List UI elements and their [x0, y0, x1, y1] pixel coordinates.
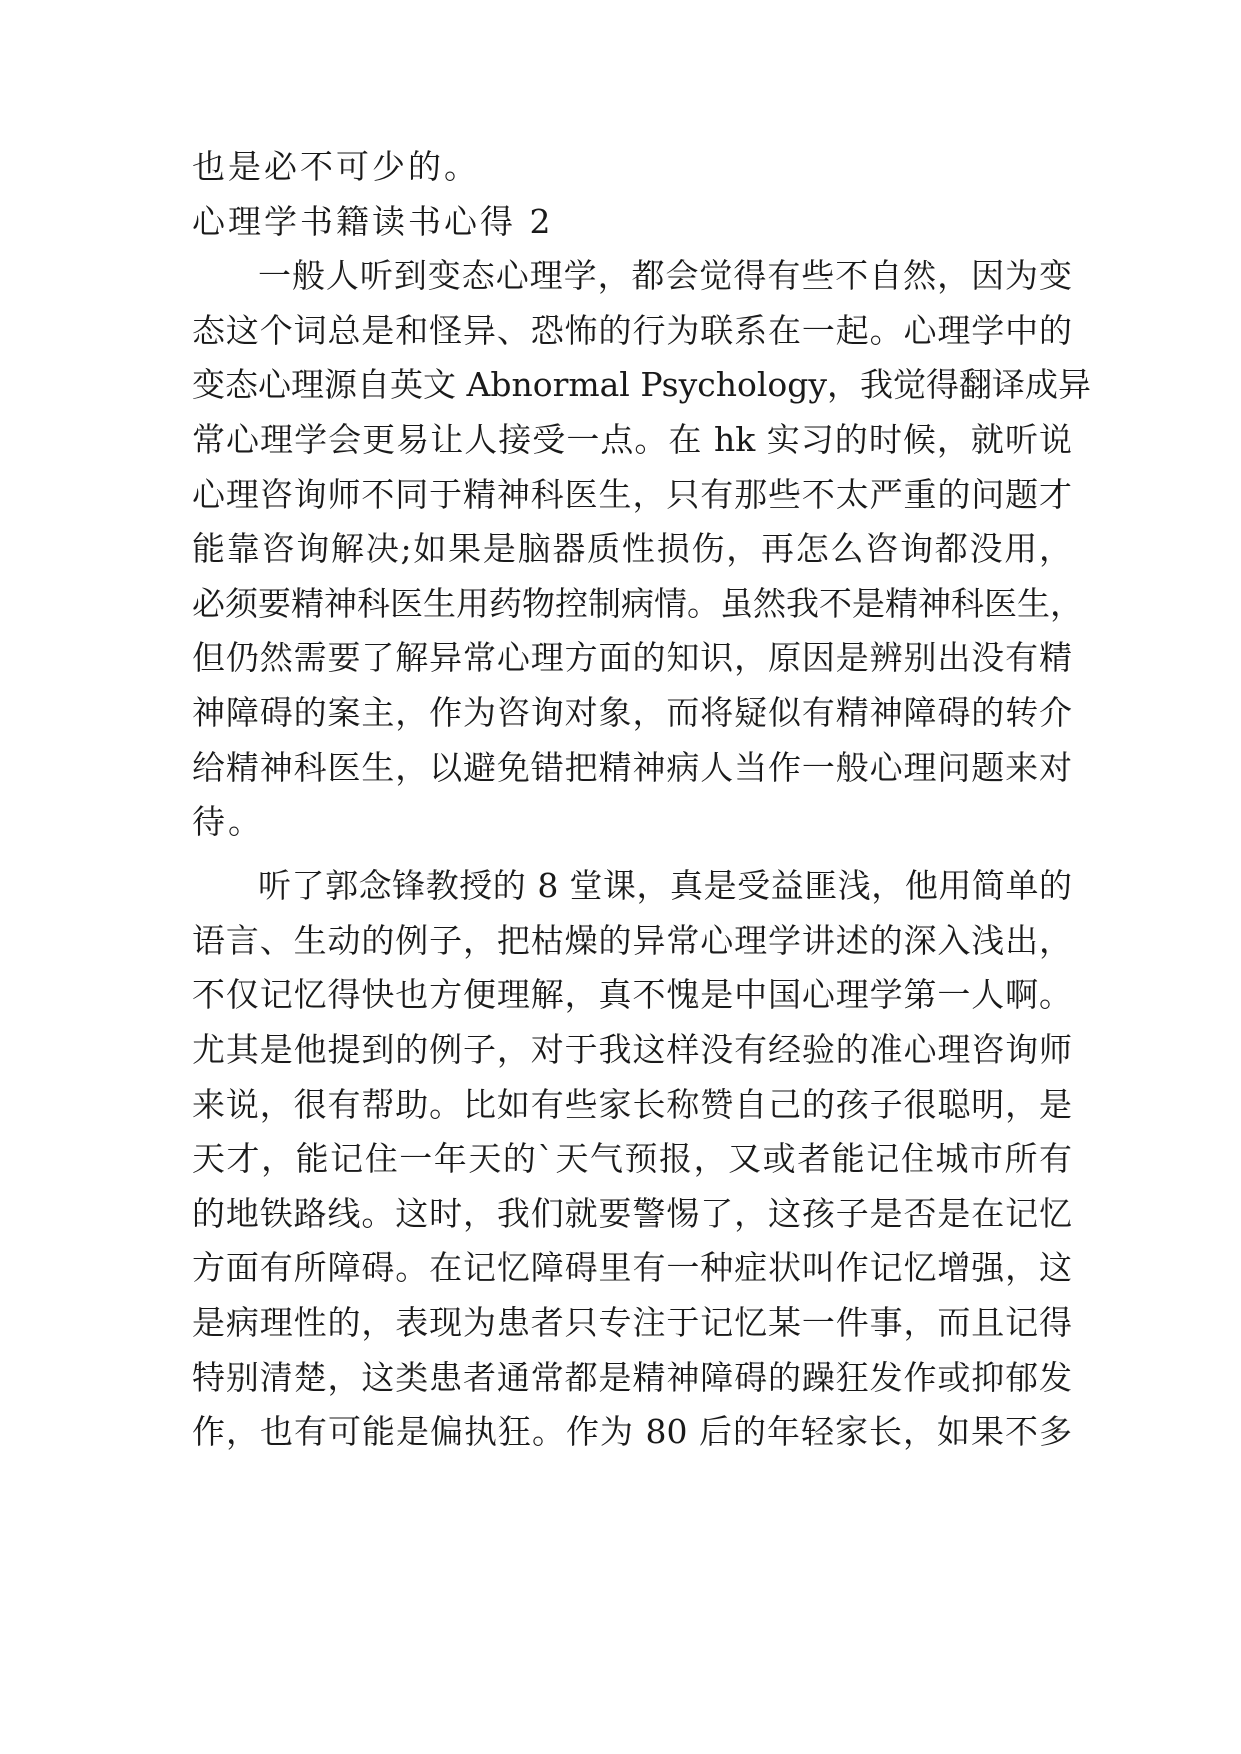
text-line: 能靠咨询解决;如果是脑器质性损伤，再怎么咨询都没用， — [192, 529, 1072, 568]
text-line: 态这个词总是和怪异、恐怖的行为联系在一起。心理学中的 — [192, 311, 1072, 350]
text-line: 心理咨询师不同于精神科医生，只有那些不太严重的问题才 — [192, 475, 1072, 514]
text-line: 是病理性的，表现为患者只专注于记忆某一件事，而且记得 — [192, 1303, 1072, 1342]
text-line: 不仅记忆得快也方便理解，真不愧是中国心理学第一人啊。 — [192, 975, 1072, 1014]
text-line: 变态心理源自英文 Abnormal Psychology，我觉得翻译成异 — [192, 365, 1092, 404]
text-line: 神障碍的案主，作为咨询对象，而将疑似有精神障碍的转介 — [192, 693, 1072, 732]
text-line: 待。 — [192, 802, 264, 841]
text-line: 也是必不可少的。 — [192, 147, 480, 186]
text-line: 的地铁路线。这时，我们就要警惕了，这孩子是否是在记忆 — [192, 1194, 1072, 1233]
text-line: 方面有所障碍。在记忆障碍里有一种症状叫作记忆增强，这 — [192, 1248, 1072, 1287]
text-line: 尤其是他提到的例子，对于我这样没有经验的准心理咨询师 — [192, 1030, 1072, 1069]
text-line: 常心理学会更易让人接受一点。在 hk 实习的时候，就听说 — [192, 420, 1072, 459]
text-line: 特别清楚，这类患者通常都是精神障碍的躁狂发作或抑郁发 — [192, 1358, 1072, 1397]
text-line: 天才，能记住一年天的`天气预报，又或者能记住城市所有 — [192, 1139, 1072, 1178]
text-line: 作，也有可能是偏执狂。作为 80 后的年轻家长，如果不多 — [192, 1412, 1072, 1451]
section-heading: 心理学书籍读书心得 2 — [192, 202, 554, 241]
text-line: 给精神科医生，以避免错把精神病人当作一般心理问题来对 — [192, 748, 1072, 787]
text-line: 必须要精神科医生用药物控制病情。虽然我不是精神科医生， — [192, 584, 1083, 623]
text-line: 一般人听到变态心理学，都会觉得有些不自然，因为变 — [258, 256, 1072, 295]
text-line: 听了郭念锋教授的 8 堂课，真是受益匪浅，他用简单的 — [258, 866, 1072, 905]
text-line: 来说，很有帮助。比如有些家长称赞自己的孩子很聪明，是 — [192, 1085, 1072, 1124]
text-line: 但仍然需要了解异常心理方面的知识，原因是辨别出没有精 — [192, 638, 1072, 677]
text-line: 语言、生动的例子，把枯燥的异常心理学讲述的深入浅出， — [192, 921, 1072, 960]
